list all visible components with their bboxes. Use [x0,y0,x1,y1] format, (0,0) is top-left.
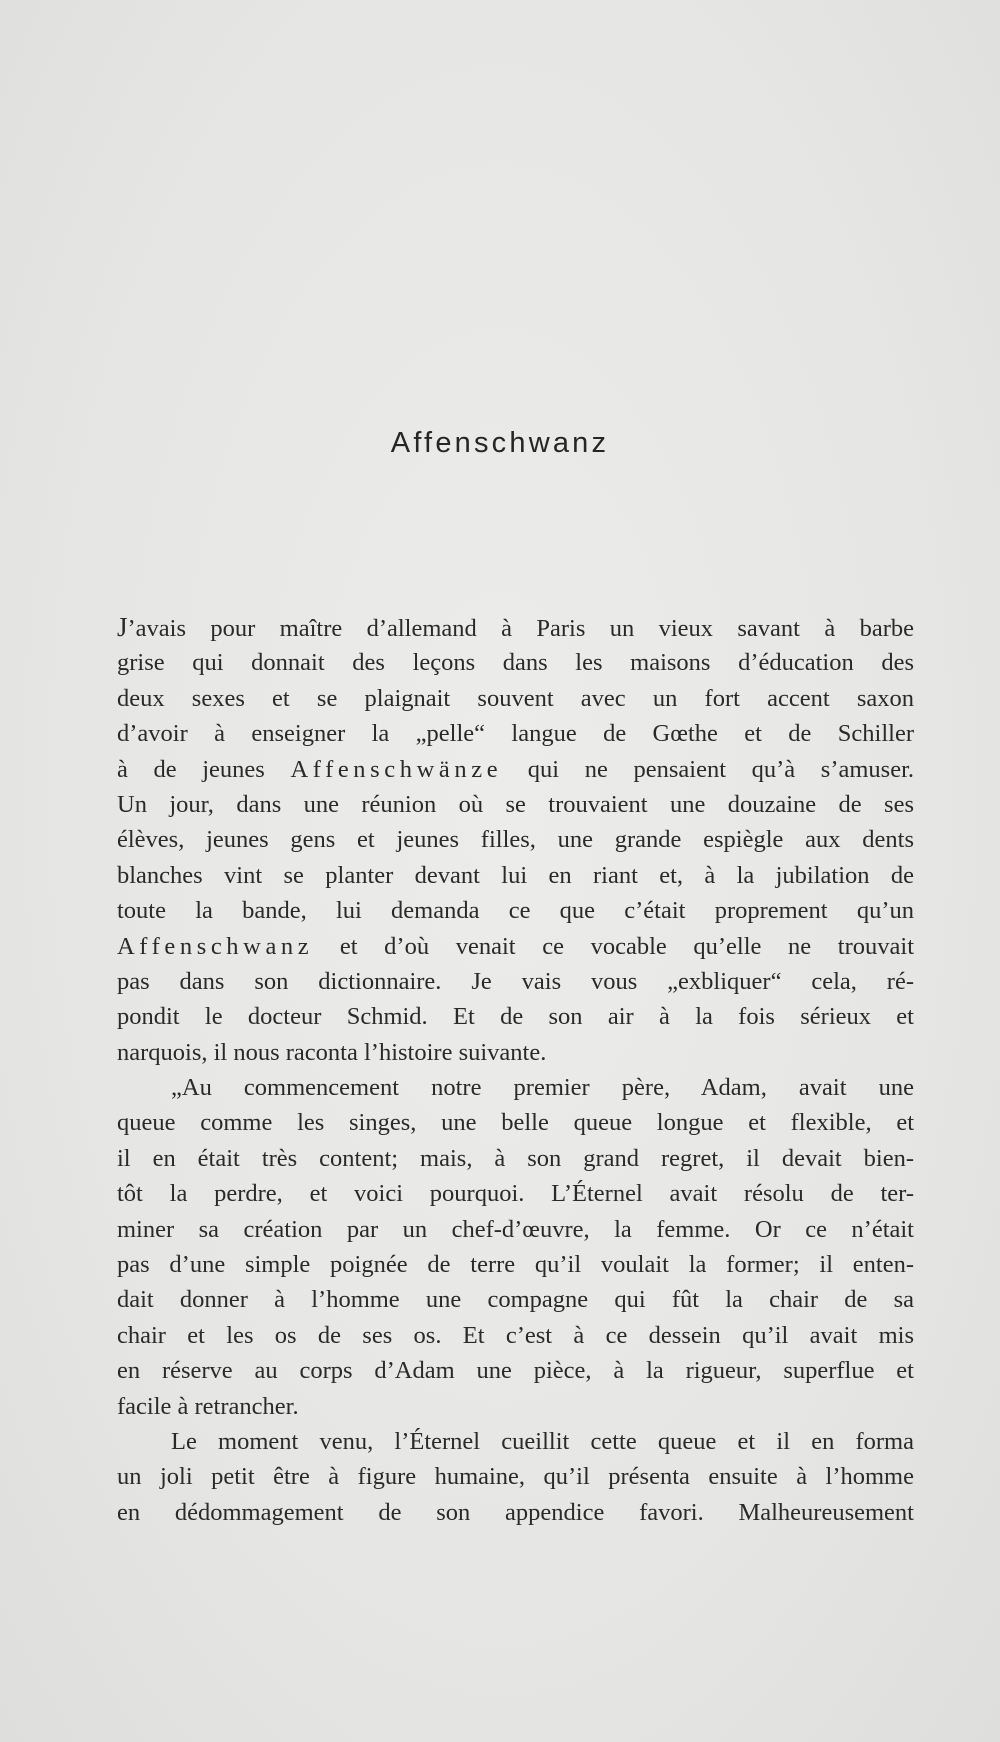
text-line [117,929,914,964]
text-line [117,752,914,787]
text-line: en dédommagement de son appendice favori. Malheureusement [117,1498,914,1526]
text-segment: et d’où venait ce vocable qu’elle ne trouvait [313,932,914,960]
text-line: d’avoir à enseigner la „pelle“ langue de Gœthe et de Schiller [117,720,914,748]
text-line: pas d’une simple poignée de terre qu’il voulait la former; il enten- [117,1251,914,1279]
text-line: grise qui donnait des leçons dans les maisons d’éducation des [117,649,914,677]
text-line: dait donner à l’homme une compagne qui fût la chair de sa [117,1286,914,1314]
text-line: miner sa création par un chef-d’œuvre, la femme. Or ce n’était [117,1215,914,1243]
text-line: Un jour, dans une réunion où se trouvaient une douzaine de ses [117,790,914,818]
text-line: facile à retrancher. [117,1392,299,1420]
drop-cap: J [117,612,128,642]
text-line-rest: ’avais pour maître d’allemand à Paris un vieux savant à barbe [127,615,914,642]
emphasized-word: Affenschwanz [117,932,314,960]
text-line: Le moment venu, l’Éternel cueillit cette queue et il en forma [171,1427,914,1455]
text-line: deux sexes et se plaignait souvent avec un fort accent saxon [117,684,914,712]
text-line: narquois, il nous raconta l’histoire suivante. [117,1038,547,1066]
text-line: il en était très content; mais, à son grand regret, il devait bien- [117,1144,914,1172]
text-line: chair et les os de ses os. Et c’est à ce dessein qu’il avait mis [117,1321,914,1349]
text-segment: qui ne pensaient qu’à s’amuser. [502,755,915,783]
paragraph-2 [117,1070,914,1424]
body-text [117,610,914,1530]
text-line: blanches vint se planter devant lui en riant et, à la jubilation de [117,861,914,889]
text-line: „Au commencement notre premier père, Adam, avait une [171,1074,914,1102]
text-line: pas dans son dictionnaire. Je vais vous „exbliquer“ cela, ré- [117,967,914,995]
emphasized-word: Affenschwänze [290,755,503,783]
text-line: toute la bande, lui demanda ce que c’était proprement qu’un [117,897,914,925]
text-line: un joli petit être à figure humaine, qu’il présenta ensuite à l’homme [117,1463,914,1491]
chapter-title: Affenschwanz [390,427,610,459]
text-line: élèves, jeunes gens et jeunes filles, une grande espiègle aux dents [117,826,914,854]
text-line: queue comme les singes, une belle queue longue et flexible, et [117,1109,914,1137]
paragraph-1 [117,610,914,1070]
text-line: pondit le docteur Schmid. Et de son air à la fois sérieux et [117,1003,914,1031]
text-segment: à de jeunes [117,755,291,783]
text-line [117,610,914,645]
text-line: en réserve au corps d’Adam une pièce, à la rigueur, superflue et [117,1357,914,1385]
text-line: tôt la perdre, et voici pourquoi. L’Éternel avait résolu de ter- [117,1180,914,1208]
paragraph-3 [117,1424,914,1530]
